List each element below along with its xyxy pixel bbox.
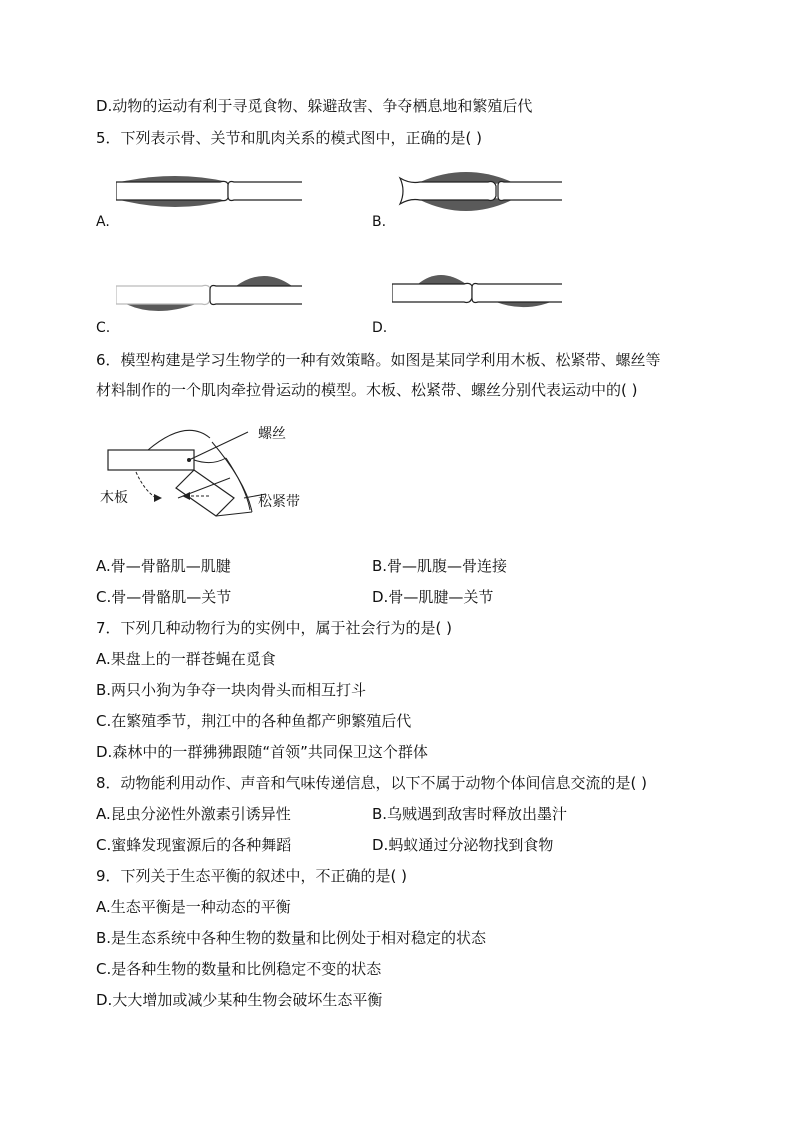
q8-option-c: C.蜜蜂发现蜜源后的各种舞蹈 bbox=[96, 836, 292, 854]
q9-stem: 9．下列关于生态平衡的叙述中，不正确的是( ) bbox=[96, 867, 408, 885]
bone-shape bbox=[210, 286, 302, 305]
q6-option-b: B.骨—肌腹—骨连接 bbox=[372, 557, 508, 575]
q5-figure-b bbox=[396, 160, 566, 222]
bone-shape bbox=[400, 178, 496, 204]
q7-option-b: B.两只小狗为争夺一块肉骨头而相互打斗 bbox=[96, 681, 367, 699]
q7-option-a: A.果盘上的一群苍蝇在觅食 bbox=[96, 650, 276, 668]
muscle-shape bbox=[236, 276, 292, 287]
arrow-head bbox=[154, 494, 162, 502]
screw-leader bbox=[189, 432, 248, 460]
bone-shape bbox=[116, 181, 228, 200]
q7-option-c: C.在繁殖季节，荆江中的各种鱼都产卵繁殖后代 bbox=[96, 712, 412, 730]
q5-figure-c bbox=[116, 268, 306, 320]
q5-figure-d bbox=[392, 264, 564, 320]
label-band: 松紧带 bbox=[258, 494, 300, 510]
q8-option-a: A.昆虫分泌性外激素引诱异性 bbox=[96, 805, 291, 823]
label-board: 木板 bbox=[100, 490, 128, 506]
elastic-band bbox=[148, 430, 210, 450]
label-screw: 螺丝 bbox=[258, 426, 286, 442]
q5-label-c: C. bbox=[96, 320, 111, 336]
bone-shape bbox=[392, 283, 472, 302]
wood-board bbox=[108, 450, 194, 470]
q6-option-c: C.骨—骨骼肌—关节 bbox=[96, 588, 232, 606]
q6-stem-2: 材料制作的一个肌肉牵拉骨运动的模型。木板、松紧带、螺丝分别代表运动中的( ) bbox=[96, 381, 638, 399]
q5-label-d: D. bbox=[372, 320, 388, 336]
q5-stem: 5．下列表示骨、关节和肌肉关系的模式图中，正确的是( ) bbox=[96, 129, 483, 147]
q5-label-a: A. bbox=[96, 214, 110, 230]
bone-shape bbox=[498, 182, 562, 201]
q9-option-c: C.是各种生物的数量和比例稳定不变的状态 bbox=[96, 960, 382, 978]
q9-option-d: D.大大增加或减少某种生物会破坏生态平衡 bbox=[96, 991, 383, 1009]
q6-stem-1: 6．模型构建是学习生物学的一种有效策略。如图是某同学利用木板、松紧带、螺丝等 bbox=[96, 351, 661, 369]
wood-board-lower bbox=[176, 470, 234, 516]
q8-stem: 8．动物能利用动作、声音和气味传递信息，以下不属于动物个体间信息交流的是( ) bbox=[96, 774, 648, 792]
bone-shape bbox=[472, 284, 562, 303]
q7-option-d: D.森林中的一群狒狒跟随“首领”共同保卫这个群体 bbox=[96, 743, 428, 761]
q9-option-b: B.是生态系统中各种生物的数量和比例处于相对稳定的状态 bbox=[96, 929, 487, 947]
bone-shape bbox=[116, 285, 210, 304]
q6-option-d: D.骨—肌腱—关节 bbox=[372, 588, 494, 606]
q8-option-b: B.乌贼遇到敌害时释放出墨汁 bbox=[372, 805, 568, 823]
bone-shape bbox=[228, 182, 302, 201]
elastic-band bbox=[194, 458, 226, 463]
q6-option-a: A.骨—骨骼肌—肌腱 bbox=[96, 557, 231, 575]
q5-label-b: B. bbox=[372, 214, 387, 230]
q4-option-d: D.动物的运动有利于寻觅食物、躲避敌害、争夺栖息地和繁殖后代 bbox=[96, 97, 533, 115]
q9-option-a: A.生态平衡是一种动态的平衡 bbox=[96, 898, 291, 916]
q7-stem: 7．下列几种动物行为的实例中，属于社会行为的是( ) bbox=[96, 619, 453, 637]
motion-arrow bbox=[136, 472, 156, 498]
elastic-band bbox=[216, 512, 252, 516]
q5-figure-a bbox=[116, 160, 306, 222]
q6-model-diagram bbox=[96, 418, 326, 530]
q8-option-d: D.蚂蚁通过分泌物找到食物 bbox=[372, 836, 554, 854]
